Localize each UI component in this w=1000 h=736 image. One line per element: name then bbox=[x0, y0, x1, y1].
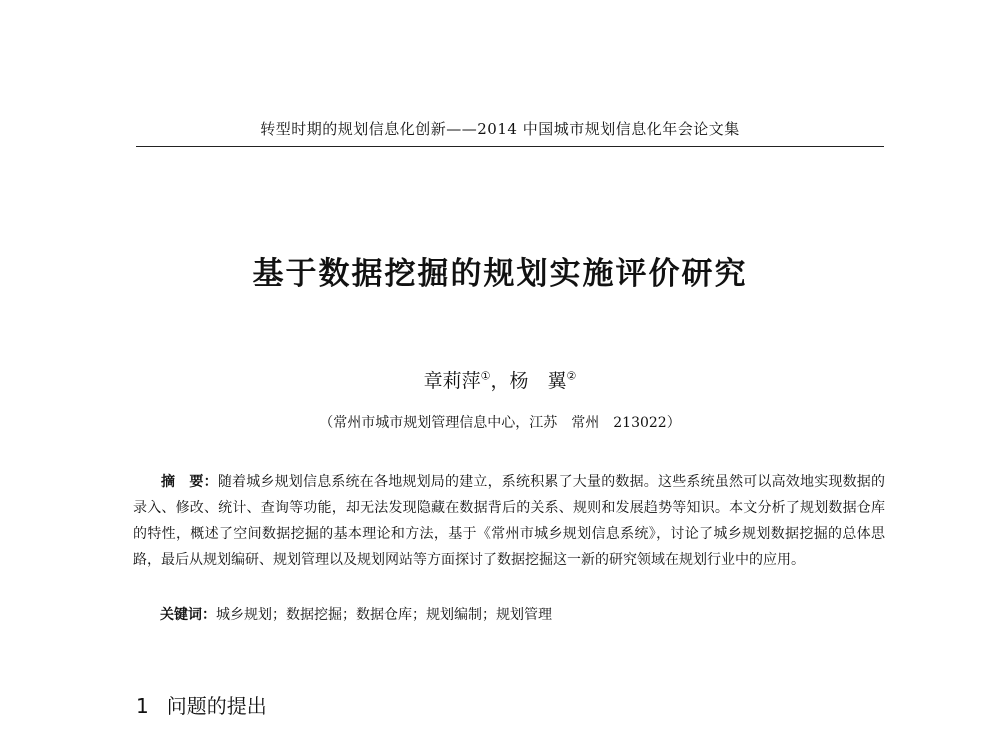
keywords bbox=[160, 604, 880, 624]
section-heading bbox=[136, 690, 267, 719]
keywords-label: 关键词： bbox=[160, 607, 216, 623]
author-affiliation-mark: ① bbox=[480, 369, 491, 383]
author-line bbox=[0, 366, 1000, 393]
header-rule bbox=[136, 146, 884, 147]
affiliation: （常州市城市规划管理信息中心，江苏 常州 213022） bbox=[319, 415, 681, 431]
paper-title: 基于数据挖掘的规划实施评价研究 bbox=[252, 256, 748, 292]
author-name: 章莉萍 bbox=[423, 370, 481, 392]
abstract-text: 随着城乡规划信息系统在各地规划局的建立，系统积累了大量的数据。这些系统虽然可以高效地实现数据的录入、修改、统计、查询等功能，却无法发现隐藏在数据背后的关系、规则和发展趋势等知识。本文分析了规划数据仓库的特性，概述了空间数据挖掘的基本理论和方法，基于《常州市城乡规划信息系统》，讨论了城乡规划数据挖掘的总体思路，最后从规划编研、规划管理以及规划网站等方面探讨了数据挖掘这一新的研究领域在规划行业中的应用。 bbox=[133, 474, 886, 568]
running-header: 转型时期的规划信息化创新——2014 中国城市规划信息化年会论文集 bbox=[260, 120, 740, 138]
author-affiliation-mark: ② bbox=[566, 369, 577, 383]
section-title: 问题的提出 bbox=[166, 694, 267, 718]
keywords-text: 城乡规划；数据挖掘；数据仓库；规划编制；规划管理 bbox=[216, 607, 552, 623]
section-number: 1 bbox=[136, 694, 149, 718]
author-separator: ， bbox=[490, 370, 510, 392]
abstract bbox=[133, 469, 885, 573]
abstract-label: 摘 要： bbox=[161, 474, 218, 490]
author-name: 杨 翼 bbox=[509, 370, 567, 392]
